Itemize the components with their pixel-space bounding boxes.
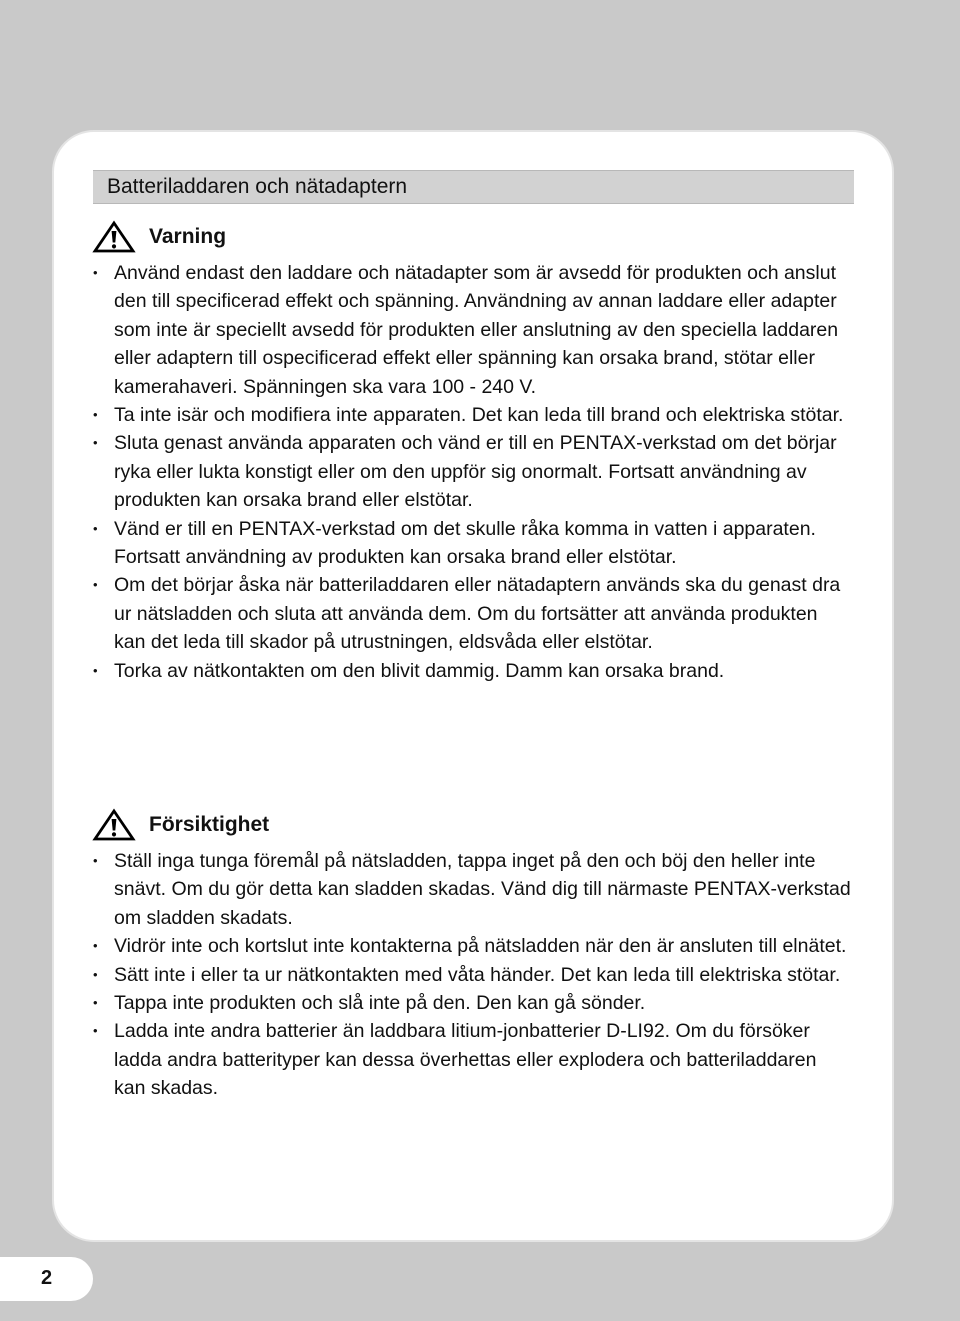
list-item	[92, 1017, 852, 1102]
warning-title: Varning	[149, 225, 227, 248]
bullet-icon: •	[93, 577, 98, 593]
section-header	[93, 170, 854, 204]
list-item-text: Vidrör inte och kortslut inte kontakterna på nätsladden när den är ansluten till elnätet.	[114, 935, 847, 958]
warning-triangle-icon	[92, 220, 136, 254]
bullet-icon: •	[93, 435, 98, 451]
list-item	[92, 657, 852, 685]
list-item-text: Tappa inte produkten och slå inte på den. Den kan gå sönder.	[114, 992, 646, 1015]
list-item	[92, 515, 852, 572]
page-number-tab	[0, 1257, 93, 1301]
list-item	[92, 401, 852, 429]
list-item-text: Torka av nätkontakten om den blivit dammig. Damm kan orsaka brand.	[114, 659, 725, 682]
caution-triangle-icon	[92, 808, 136, 842]
list-item	[92, 989, 852, 1017]
caution-title: Försiktighet	[149, 813, 270, 836]
bullet-icon: •	[93, 662, 98, 678]
bullet-icon: •	[93, 995, 98, 1011]
list-item-text: Ladda inte andra batterier än laddbara litium-jonbatterier D-LI92. Om du försöker ladda andra batterityper kan dessa överhettas eller explodera och batteriladdaren kan skadas.	[114, 1020, 817, 1100]
section-title: Batteriladdaren och nätadaptern	[107, 175, 408, 198]
bullet-icon: •	[93, 1023, 98, 1039]
list-item	[92, 259, 852, 401]
list-item	[92, 932, 852, 960]
list-item-text: Om det börjar åska när batteriladdaren eller nätadaptern används ska du genast dra ur nätsladden och sluta att använda dem. Om du fortsätter att använda produkten kan det leda till skador på utrustningen, eldsvåda eller elstötar.	[114, 574, 841, 654]
caution-list	[92, 847, 852, 1103]
list-item-text: Vänd er till en PENTAX-verkstad om det skulle råka komma in vatten i apparaten. Fortsatt användning av produkten kan orsaka brand eller elstötar.	[114, 517, 816, 569]
bullet-icon: •	[93, 966, 98, 982]
list-item-text: Sätt inte i eller ta ur nätkontakten med våta händer. Det kan leda till elektriska stötar.	[114, 963, 841, 986]
bullet-icon: •	[93, 853, 98, 868]
bullet-icon: •	[93, 265, 98, 280]
page-number: 2	[41, 1267, 53, 1289]
warning-list	[92, 259, 852, 685]
list-item-text: Använd endast den laddare och nätadapter som är avsedd för produkten och anslut den till specificerad effekt och spänning. Användning av annan laddare eller adapter som inte är speciellt avsedd för produkten eller anslutning av den speciella laddaren eller adaptern till ospecificerad effekt eller spänning kan orsaka brand, stötar eller kamerahaveri. Spänningen ska vara 100 - 240 V.	[114, 262, 839, 398]
list-item	[92, 571, 852, 656]
list-item-text: Ställ inga tunga föremål på nätsladden, tappa inget på den och böj den heller inte snävt. Om du gör detta kan sladden skadas. Vänd dig till närmaste PENTAX-verkstad om sladden skadats.	[114, 850, 851, 929]
list-item	[92, 429, 852, 514]
list-item-text: Sluta genast använda apparaten och vänd er till en PENTAX-verkstad om det börjar ryka eller lukta konstigt eller om den uppför sig onormalt. Fortsatt användning av produkten kan orsaka brand eller elstötar.	[114, 432, 837, 512]
list-item	[92, 961, 852, 989]
list-item-text: Ta inte isär och modifiera inte apparaten. Det kan leda till brand och elektriska stötar.	[114, 404, 844, 427]
bullet-icon: •	[93, 938, 98, 954]
list-item	[92, 847, 852, 932]
bullet-icon: •	[93, 407, 98, 423]
bullet-icon: •	[93, 520, 98, 536]
